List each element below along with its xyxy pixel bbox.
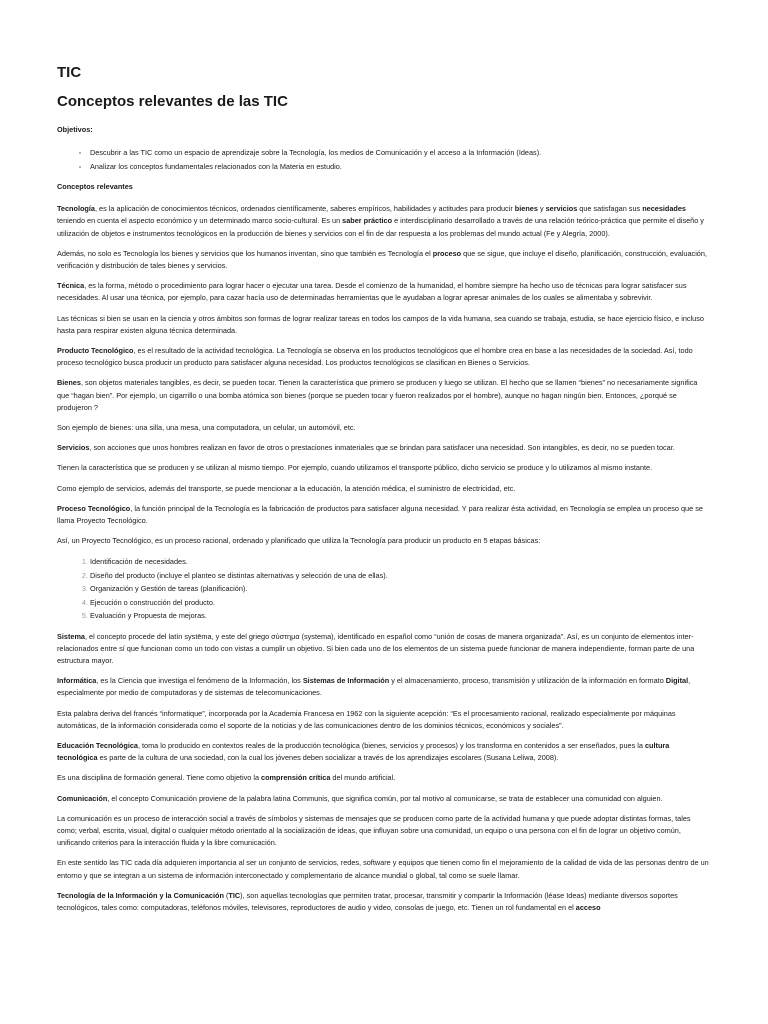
term-servicios: Servicios xyxy=(57,443,90,453)
objetivos-list xyxy=(57,146,711,173)
text: ), son aquellas tecnologías que permiten tratar, procesar, transmitir y compartir la Información (léase Ideas) mediante diversos soportes tecnológicos, tales como: computadoras, teléfonos móviles, televisores, reproductores de audio y video, consolas de juego, etc. Tienen un rol fundamental en el xyxy=(57,890,678,912)
text: , el concepto procede del latín systēma, y este del griego σύστημα (systema), identificado en español como “unión de cosas de manera organizada”. Así, es un conjunto de elementos inter-relacionados entre sí que funcionan como un todo con vistas a cumplir un objetivo. Si bien cada uno de los elementos de un sistema puede funcionar de manera independiente, forman parte de una estructura mayor. xyxy=(57,631,695,665)
text: , son acciones que unos hombres realizan en favor de otros o prestaciones inmateriales que se brindan para satisfacer una necesidad. Son intangibles, es decir, no se pueden tocar. xyxy=(89,443,675,453)
text: , el concepto Comunicación proviene de la palabra latina Communis, que significa común, por tal motivo al comunicarse, se trata de establecer una comunidad con alguien. xyxy=(107,793,663,803)
text: , es el resultado de la actividad tecnológica. La Tecnología se observa en los productos tecnológicos que el hombre crea en base a las necesidades de la sociedad. Así, todo proceso tecnológico busca producir un producto para satisfacer alguna necesidad. Los productos tecnológicos se clasifican en Bienes o Servicios. xyxy=(57,346,693,368)
paragraph-servicios xyxy=(57,442,711,454)
text: teniendo en cuenta el aspecto económico y un determinado marco socio-cultural. Es un xyxy=(57,216,343,226)
term-comunicacion: Comunicación xyxy=(57,793,108,803)
text: es parte de la cultura de una sociedad, con la cual los jóvenes deben socializar a través de los aprendizajes escolares (Susana Leliwa, 2008). xyxy=(97,753,559,763)
paragraph-tecnologia xyxy=(57,203,711,240)
bold-text: Sistemas de Información xyxy=(302,676,390,686)
paragraph-sistema xyxy=(57,631,711,668)
term-bienes: Bienes xyxy=(57,378,81,388)
term-tic: Tecnología de la Información y la Comunicación xyxy=(57,890,224,900)
bold-text: saber práctico xyxy=(342,216,393,226)
paragraph-servicios-caracteristica: Tienen la característica que se producen y se utilizan al mismo tiempo. Por ejemplo, cuando utilizamos el transporte público, dicho servicio se produce y lo utilizamos al mismo instante. xyxy=(57,463,653,473)
paragraph-comunicacion-proceso: La comunicación es un proceso de interacción social a través de símbolos y sistemas de mensajes que se producen como parte de la actividad humana y que puede adoptar distintas formas, tales como; verbal, escrita, visual, digital o cualquier método orientado al la socialización de ideas, que influyan sobre una comunidad, un equipo o una persona con el fin de lograr un objetivo común, unificando criterios para la interacción fluida y la libre comunicación. xyxy=(57,813,691,848)
text: ( xyxy=(223,890,229,900)
list-item: 1. Identificación de necesidades. xyxy=(90,555,711,568)
bold-text: servicios xyxy=(545,204,578,214)
paragraph-tecnica xyxy=(57,280,711,304)
term-educacion: Educación Tecnológica xyxy=(57,740,138,750)
term-producto: Producto Tecnológico xyxy=(57,346,134,356)
paragraph-bienes xyxy=(57,377,711,414)
list-item: 4. Ejecución o construcción del producto. xyxy=(90,596,711,609)
paragraph-informatica xyxy=(57,675,711,699)
text: que se sigue, que incluye el diseño, planificación, construcción, evaluación, verificación y distribución de tales bienes y servicios. xyxy=(57,248,707,271)
text: Es una disciplina de formación general. Tiene como objetivo la xyxy=(57,773,262,783)
text: , es la aplicación de conocimientos técnicos, ordenados científicamente, saberes empíricos, habilidades y actitudes para producir xyxy=(94,204,515,214)
text: , es la Ciencia que investiga el fenómeno de la Información, los xyxy=(96,676,303,686)
paragraph-servicios-ejemplo: Como ejemplo de servicios, además del transporte, se puede mencionar a la educación, la atención médica, el suministro de electricidad, etc. xyxy=(57,483,516,493)
text: e interdisciplinario desarrollado a través de una relación teórico-práctica que permite el diseño y utilización de objetos e instrumentos tecnológicos en la producción de bienes y servicios con el fin de dar respuesta a los problemas del mundo actual (Fe y Alegría, 2000). xyxy=(57,216,704,238)
paragraph-tic-definicion xyxy=(57,890,711,914)
paragraph-disciplina xyxy=(57,772,711,784)
etapas-list xyxy=(57,555,711,622)
paragraph-informatique: Esta palabra deriva del francés “informatique”, incorporada por la Academia Francesa en 1962 con la siguiente acepción: “Es el procesamiento racional, realizado especialmente por máquinas automáticas, de la información considerada como el soporte de la noticias y de las comunicaciones dentro de los dominios técnicos, económicos y sociales”. xyxy=(57,708,676,730)
paragraph-proceso xyxy=(57,503,711,527)
list-item: 5. Evaluación y Propuesta de mejoras. xyxy=(90,609,711,622)
paragraph-sentido: En este sentido las TIC cada día adquieren importancia al ser un conjunto de servicios, redes, software y equipos que tienen como fin el mejoramiento de la calidad de vida de las personas dentro de un entorno y que se integran a un sistema de información interconectado y complementario de alcance mundial o global, tal como se suele llamar. xyxy=(57,858,709,880)
text: y el almacenamiento, proceso, transmisión y utilización de la información en formato xyxy=(389,676,666,686)
term-informatica: Informática xyxy=(57,676,97,686)
paragraph-educacion xyxy=(57,740,711,764)
term-tecnologia: Tecnología xyxy=(57,204,95,214)
term-proceso: Proceso Tecnológico xyxy=(57,503,131,513)
bold-text: bienes xyxy=(514,204,538,214)
text: del mundo artificial. xyxy=(330,773,396,783)
bold-text: necesidades xyxy=(642,204,686,214)
text: que satisfagan sus xyxy=(577,204,643,214)
bold-text: cultura tecnológica xyxy=(57,740,670,763)
text: , la función principal de la Tecnología es la fabricación de productos para satisfacer alguna necesidad. Y para realizar ésta actividad, en Tecnología se emplea un proceso que se llama Proyecto Tecnológico. xyxy=(57,503,703,526)
doc-subtitle: Conceptos relevantes de las TIC xyxy=(57,93,288,110)
objetivos-label: Objetivos: xyxy=(57,125,93,134)
list-item: • Analizar los conceptos fundamentales relacionados con la Materia en estudio. xyxy=(90,160,711,173)
text: y xyxy=(537,204,546,214)
conceptos-label: Conceptos relevantes xyxy=(57,182,133,192)
paragraph-producto xyxy=(57,345,711,369)
paragraph-proyecto: Así, un Proyecto Tecnológico, es un proceso racional, ordenado y planificado que utiliza la Tecnología para producir un producto en 5 etapas básicas: xyxy=(57,536,541,546)
text: , es la forma, método o procedimiento para lograr hacer o ejecutar una tarea. Desde el comienzo de la humanidad, el hombre siempre ha hecho uso de técnicas para lograr satisfacer sus necesidades. Al usar una técnica, por ejemplo, para cazar hacía uso de determinadas herramientas que le ayudaban a lograr apresar animales de los cuales se alimentaba y sobrevivir. xyxy=(57,281,687,303)
paragraph-tecnicas: Las técnicas si bien se usan en la ciencia y otros ámbitos son formas de lograr realizar tareas en todos los campos de la vida humana, sea cuando se trabaja, estudia, se hace ejercicio físico, e incluso hasta para respirar existen alguna técnica determinada. xyxy=(57,313,704,335)
paragraph-comunicacion xyxy=(57,793,711,805)
text: , especialmente por medio de computadoras y de sistemas de telecomunicaciones. xyxy=(57,676,691,698)
bold-text: comprensión crítica xyxy=(261,773,331,783)
bold-text: proceso xyxy=(432,248,462,258)
paragraph-bienes-ejemplo: Son ejemplo de bienes: una silla, una mesa, una computadora, un celular, un automóvil, etc. xyxy=(57,423,356,433)
list-item: • Descubrir a las TIC como un espacio de aprendizaje sobre la Tecnología, los medios de Comunicación y el acceso a la Información (Ideas). xyxy=(90,146,711,159)
term-sistema: Sistema xyxy=(57,631,85,641)
bold-text: TIC xyxy=(228,890,241,900)
text: , toma lo producido en contextos reales de la producción tecnológica (bienes, servicios y procesos) y los transforma en contenidos a ser enseñados, pues la xyxy=(137,740,645,750)
doc-title: TIC xyxy=(57,64,82,81)
list-item: 3. Organización y Gestión de tareas (planificación). xyxy=(90,582,711,595)
bold-text: Digital xyxy=(665,676,689,686)
term-tecnica: Técnica xyxy=(57,281,85,291)
list-item: 2. Diseño del producto (incluye el planteo se distintas alternativas y selección de una de ellas). xyxy=(90,569,711,582)
text: Además, no solo es Tecnología los bienes y servicios que los humanos inventan, sino que también es Tecnología el xyxy=(57,248,433,258)
paragraph-ademas xyxy=(57,248,711,272)
bold-text: acceso xyxy=(575,902,601,912)
text: , son objetos materiales tangibles, es decir, se pueden tocar. Tienen la característica que primero se producen y luego se utilizan. El hecho que se llamen “bienes” no necesariamente significa que “hagan bien”. Por ejemplo, un cigarrillo o una bomba atómica son bienes (porque se pueden tocar y fueron realizados por el hombre), aunque no hagan ningún bien. Entonces, ¿porqué se produjeron ? xyxy=(57,378,698,412)
